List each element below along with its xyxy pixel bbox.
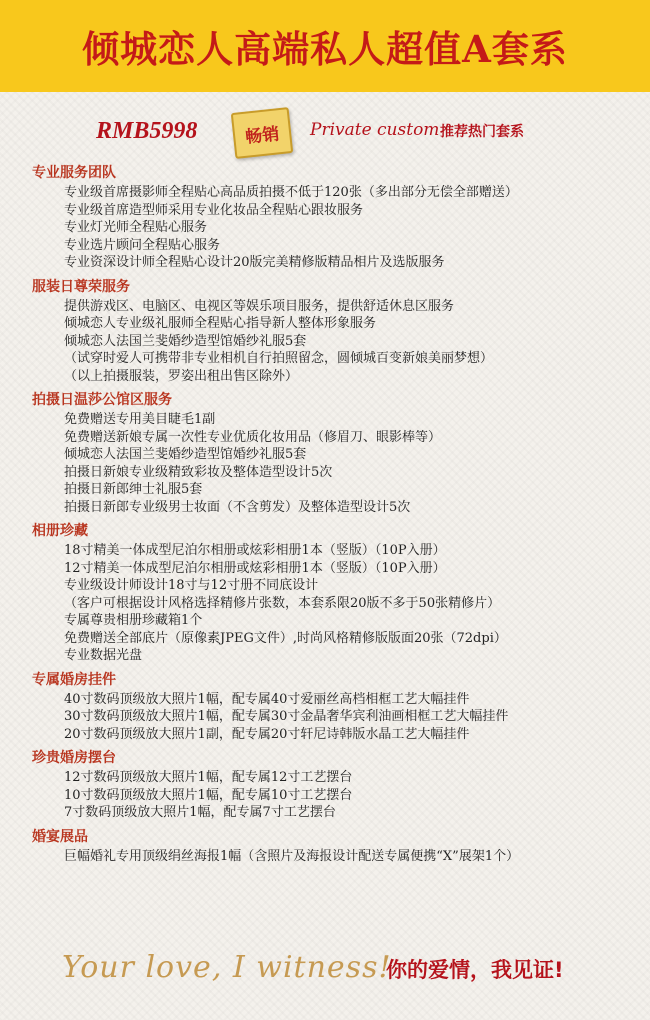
list-item: 提供游戏区、电脑区、电视区等娱乐项目服务，提供舒适休息区服务 — [64, 298, 455, 314]
list-item: 免费赠送新娘专属一次性专业优质化妆用品（修眉刀、眼影棒等） — [64, 429, 442, 445]
list-item: 巨幅婚礼专用顶级绢丝海报1幅（含照片及海报设计配送专属便携“X”展架1个） — [64, 848, 520, 864]
section-title: 珍贵婚房摆台 — [32, 750, 116, 766]
list-item: 免费赠送专用美目睫毛1副 — [64, 412, 216, 427]
list-item: 专业选片顾问全程贴心服务 — [64, 237, 221, 253]
price-label: RMB5998 — [96, 118, 198, 144]
list-item: （客户可根据设计风格选择精修片张数，本套系限20版不多于50张精修片） — [64, 595, 501, 611]
list-item: 倾城恋人专业级礼服师全程贴心指导新人整体形象服务 — [64, 316, 377, 331]
slogan-script: Your love, I witness! — [62, 950, 392, 985]
list-item: 30寸数码顶级放大照片1幅，配专属30寸金晶奢华宾利油画相框工艺大幅挂件 — [64, 709, 509, 724]
slogan-chinese: 你的爱情，我见证! — [386, 958, 564, 982]
private-custom-script: Private custom — [310, 120, 440, 140]
list-item: 免费赠送全部底片（原像素JPEG文件）,时尚风格精修版版面20张（72dpi） — [64, 630, 507, 646]
header-banner — [0, 0, 650, 92]
list-item: 拍摄日新娘专业级精致彩妆及整体造型设计5次 — [64, 464, 333, 480]
list-item: 专业级设计师设计18寸与12寸册不同底设计 — [64, 578, 319, 593]
section-title: 拍摄日温莎公馆区服务 — [32, 392, 172, 408]
section-title: 相册珍藏 — [32, 523, 88, 539]
package-content — [0, 162, 650, 869]
section-album — [0, 520, 650, 665]
list-item: 10寸数码顶级放大照片1幅，配专属10寸工艺摆台 — [64, 787, 353, 803]
footer-slogan — [0, 940, 650, 1000]
section-wedding-room-hanging — [0, 669, 650, 744]
section-title: 婚宴展品 — [32, 828, 88, 845]
list-item: 专属尊贵相册珍藏箱1个 — [64, 613, 203, 628]
section-wedding-room-table — [0, 747, 650, 822]
list-item: 专业灯光师全程贴心服务 — [64, 220, 208, 235]
list-item: 拍摄日新郎绅士礼服5套 — [64, 482, 203, 497]
list-item: 7寸数码顶级放大照片1幅，配专属7寸工艺摆台 — [64, 805, 336, 820]
list-item: 专业级首席摄影师全程贴心高品质拍摄不低于120张（多出部分无偿全部赠送） — [64, 185, 518, 200]
page-title: 倾城恋人高端私人超值A套系 — [82, 27, 568, 71]
list-item: 拍摄日新郎专业级男士妆面（不含剪发）及整体造型设计5次 — [64, 499, 411, 515]
section-title: 专属婚房挂件 — [32, 671, 116, 688]
list-item: （以上拍摄服装，罗姿出租出售区除外） — [64, 368, 299, 384]
section-service-team — [0, 162, 650, 272]
section-banquet-display — [0, 826, 650, 866]
list-item: 18寸精美一体成型尼泊尔相册或炫彩相册1本（竖版）（10P入册） — [64, 543, 446, 558]
list-item: （试穿时爱人可携带非专业相机自行拍照留念，圆倾城百变新娘美丽梦想） — [64, 351, 494, 366]
list-item: 20寸数码顶级放大照片1副，配专属20寸轩尼诗韩版水晶工艺大幅挂件 — [64, 726, 470, 742]
section-title: 专业服务团队 — [32, 165, 116, 181]
section-title: 服装日尊荣服务 — [32, 278, 130, 295]
list-item: 12寸数码顶级放大照片1幅，配专属12寸工艺摆台 — [64, 770, 353, 785]
bestseller-badge-text: 畅销 — [244, 123, 281, 148]
list-item: 12寸精美一体成型尼泊尔相册或炫彩相册1本（竖版）（10P入册） — [64, 560, 446, 576]
list-item: 专业数据光盘 — [64, 648, 143, 663]
list-item: 40寸数码顶级放大照片1幅，配专属40寸爱丽丝高档相框工艺大幅挂件 — [64, 691, 470, 707]
recommended-tagline: 推荐热门套系 — [440, 124, 524, 140]
bestseller-badge — [231, 107, 293, 159]
list-item: 专业资深设计师全程贴心设计20版完美精修版精品相片及选版服务 — [64, 255, 445, 270]
list-item: 专业级首席造型师采用专业化妆品全程贴心跟妆服务 — [64, 202, 364, 218]
list-item: 倾城恋人法国兰斐婚纱造型馆婚纱礼服5套 — [64, 333, 307, 349]
list-item: 倾城恋人法国兰斐婚纱造型馆婚纱礼服5套 — [64, 447, 307, 462]
price-row — [0, 108, 650, 158]
section-shooting-day — [0, 389, 650, 516]
section-costume-day — [0, 276, 650, 386]
